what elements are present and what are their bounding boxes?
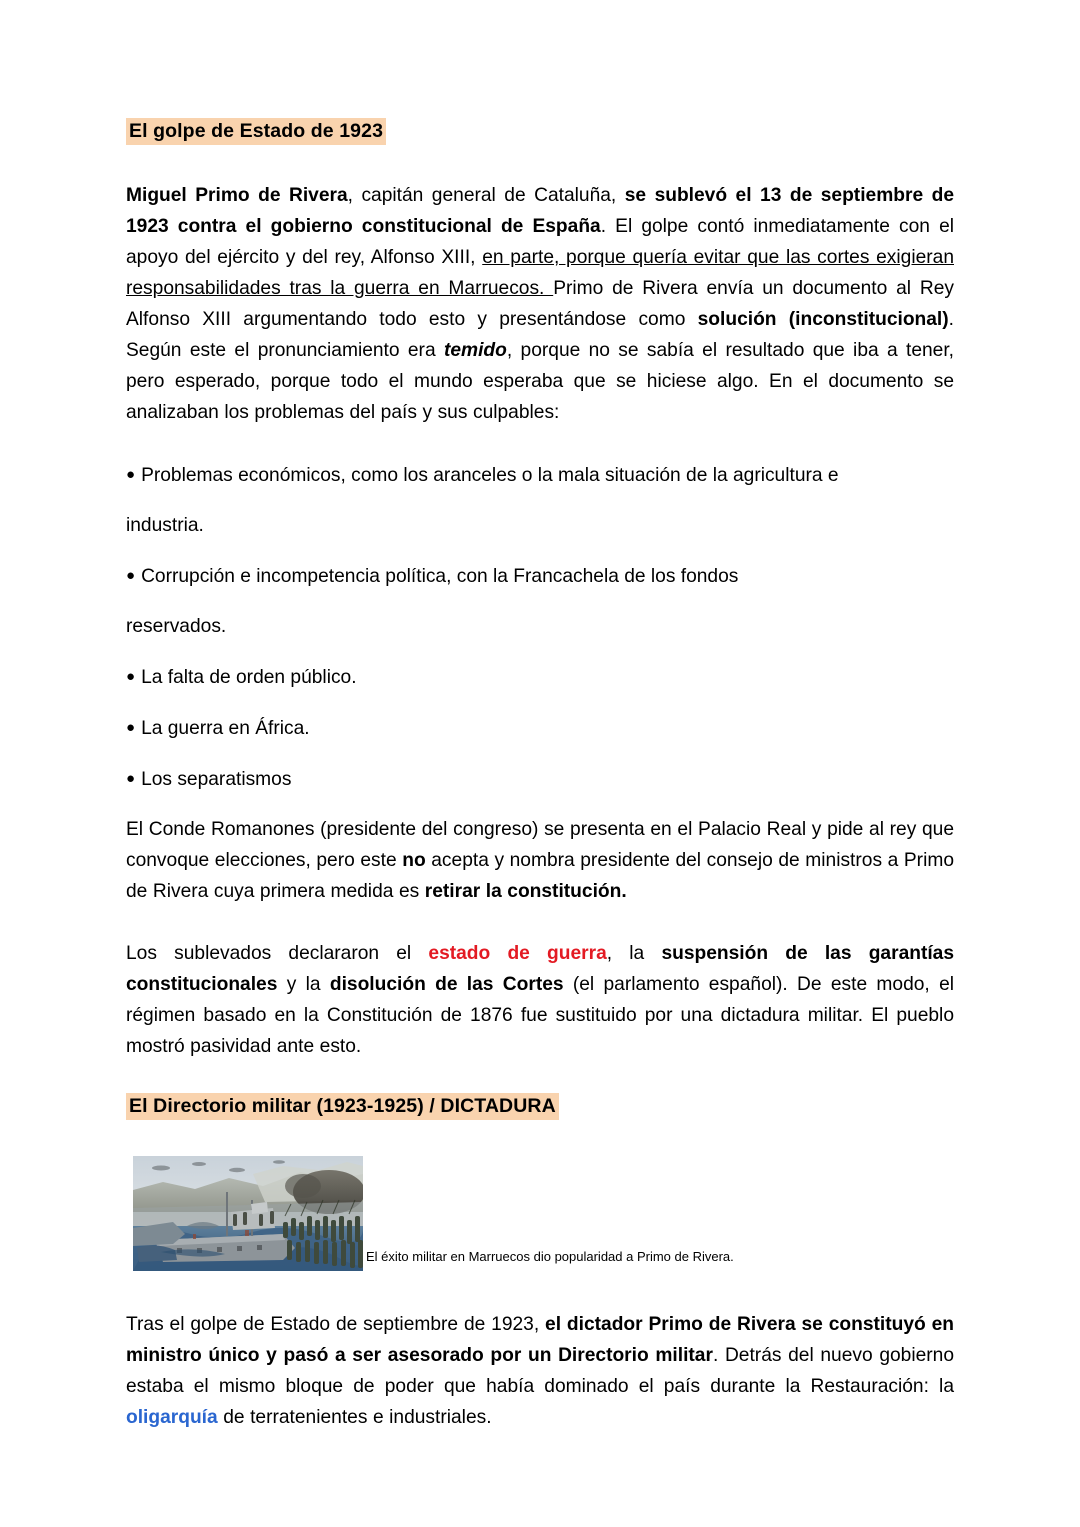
list-item-label: La falta de orden público.	[141, 667, 357, 689]
bullet-icon: ●	[126, 567, 136, 585]
par4-seg4-accent: oligarquía	[126, 1406, 218, 1428]
par4-seg3: . Detrás del nuevo gobierno estaba el mismo bloque de poder que había dominado el país durante la Restauración: la	[126, 1344, 955, 1397]
list-item-label: reservados.	[126, 616, 227, 638]
par3-seg6: disolución de las Cortes	[329, 974, 564, 996]
list-item-continuation	[126, 510, 954, 541]
list-item-label: Los separatismos	[141, 769, 292, 791]
par1-seg1: Miguel Primo de Rivera	[126, 185, 348, 207]
par3-seg7: (el parlamento español). De este modo, el régimen basado en la Constitución de 1876 fue sustituido por una dictadura militar. El pueblo mostró pasividad ante esto.	[126, 974, 955, 1058]
bullet-icon: ●	[126, 466, 136, 484]
par1-seg3: se sublevó el 13 de septiembre de 1923 contra el gobierno constitucional de España	[126, 185, 954, 238]
list-item-continuation	[126, 611, 954, 642]
par2-seg3: acepta y nombra presidente del consejo de ministros a Primo de Rivera cuya primera medida es	[126, 850, 954, 903]
paragraph-conde-romanones	[126, 814, 954, 907]
par3-seg3: , la	[606, 943, 662, 965]
list-item	[126, 763, 954, 795]
list-item-label: industria.	[126, 515, 204, 537]
par1-seg8: . Según este el pronunciamiento era	[126, 309, 954, 362]
par1-seg10: , porque no se sabía el resultado que iba a tener, pero esperado, porque todo el mundo esperaba que se hiciese algo. En el documento se analizaban los problemas del país y sus culpables:	[126, 340, 955, 424]
list-item-label: Corrupción e incompetencia política, con la Francachela de los fondos	[141, 566, 739, 588]
document-body	[126, 118, 954, 1433]
par2-seg1: El Conde Romanones (presidente del congreso) se presenta en el Palacio Real y pide al rey que convoque elecciones, pero este	[126, 819, 954, 872]
paragraph-directorio-militar	[126, 1309, 954, 1433]
par3-seg5: y la	[277, 974, 330, 996]
list-item	[126, 560, 954, 592]
figure-block	[126, 1156, 954, 1278]
par3-seg4: suspensión de las garantías constitucionales	[126, 943, 955, 996]
par2-seg2: no	[402, 850, 426, 872]
bullet-icon: ●	[126, 668, 136, 686]
par1-seg7: solución (inconstitucional)	[697, 309, 949, 331]
list-item-label: Problemas económicos, como los aranceles o la mala situación de la agricultura e	[141, 465, 839, 487]
figure-caption: El éxito militar en Marruecos dio popularidad a Primo de Rivera.	[366, 1248, 734, 1264]
par1-seg9-emphasis: temido	[443, 340, 507, 362]
par3-seg1: Los sublevados declararon el	[126, 943, 429, 965]
par4-seg2: el dictador Primo de Rivera se constituyó en ministro único y pasó a ser asesorado por un Directorio militar	[126, 1313, 954, 1366]
section-heading-directorio-militar	[126, 1093, 954, 1119]
par4-seg5: de terratenientes e industriales.	[217, 1406, 492, 1428]
par1-seg6: Primo de Rivera envía un documento al Rey Alfonso XIII argumentando todo esto y presentándose como	[126, 278, 954, 331]
par3-seg2-accent: estado de guerra	[428, 943, 607, 965]
par2-seg4: retirar la constitución.	[424, 881, 627, 903]
page-title-text: El golpe de Estado de 1923	[126, 118, 386, 145]
page-title	[126, 118, 954, 144]
par1-seg4: . El golpe contó inmediatamente con el apoyo del ejército y del rey, Alfonso XIII,	[126, 216, 954, 269]
par4-seg1: Tras el golpe de Estado de septiembre de 1923,	[126, 1313, 546, 1335]
bullet-icon: ●	[126, 719, 136, 737]
par1-seg2: , capitán general de Cataluña,	[347, 185, 625, 207]
paragraph-golpe-estado	[126, 180, 954, 428]
list-item-label: La guerra en África.	[141, 718, 310, 740]
par1-seg5-underlined: en parte, porque quería evitar que las cortes exigieran responsabilidades tras la guerra en Marruecos.	[126, 247, 954, 300]
section-heading-text: El Directorio militar (1923-1925) / DICTADURA	[126, 1093, 559, 1120]
desembarco-militar-marruecos-image	[133, 1156, 363, 1271]
list-item	[126, 661, 954, 693]
paragraph-estado-de-guerra	[126, 938, 954, 1062]
list-item	[126, 459, 954, 491]
bullet-icon: ●	[126, 770, 136, 788]
list-item	[126, 712, 954, 744]
